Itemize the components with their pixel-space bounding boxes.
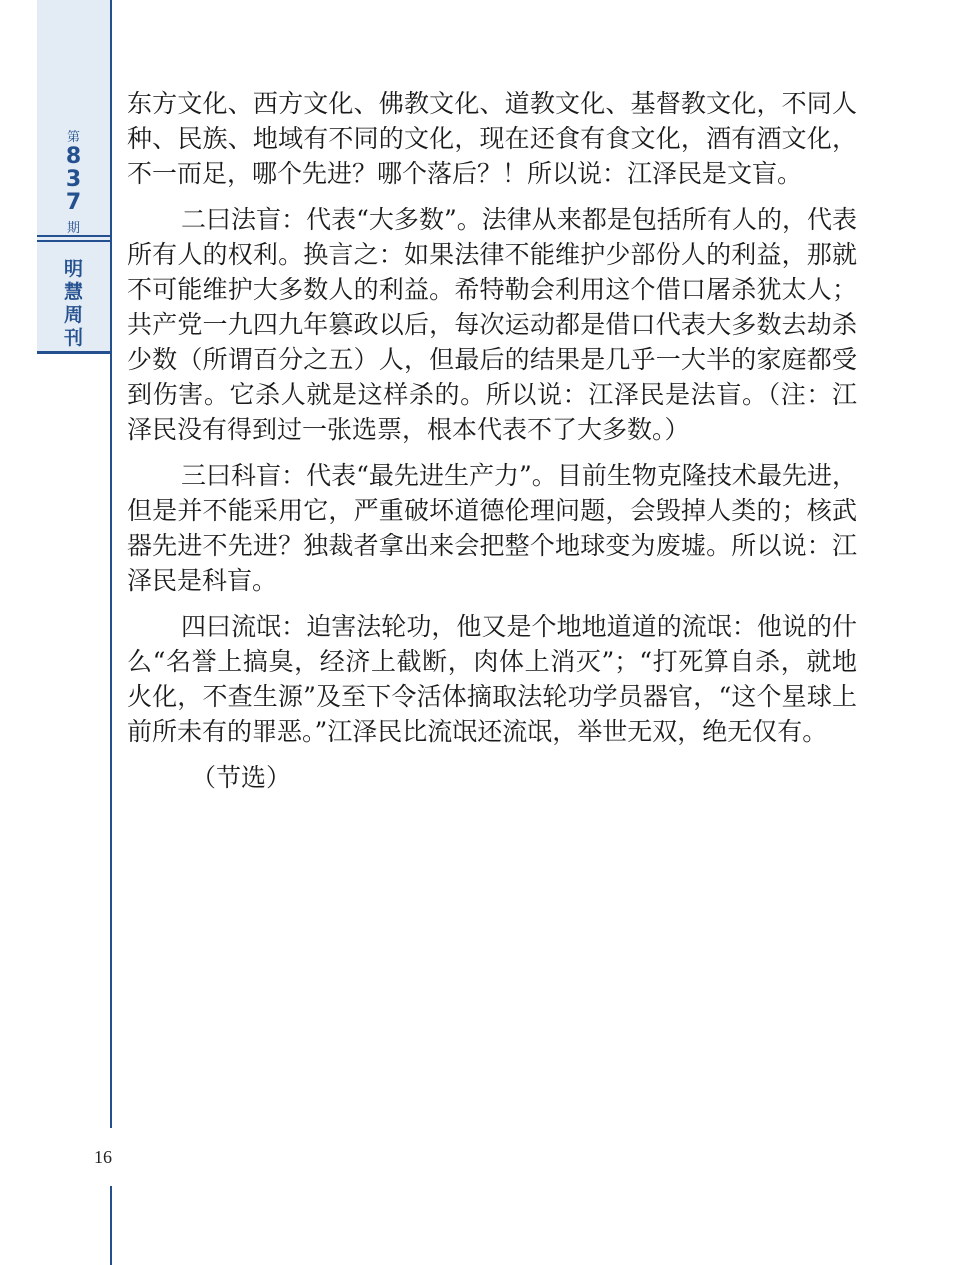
magazine-char: 明 [63,258,83,280]
article-paragraph: 东方文化、西方文化、佛教文化、道教文化、基督教文化，不同人种、民族、地域有不同的文化，现在还食有食文化，酒有酒文化，不一而足，哪个先进？哪个落后？！所以说：江泽民是文盲。 [127,89,857,188]
margin-rule-top [110,0,112,1128]
issue-digit: 7 [65,190,82,215]
article-body [127,86,857,806]
issue-digit: 8 [65,144,82,169]
magazine-char: 周 [63,304,83,326]
issue-prefix: 第 [66,130,80,145]
magazine-name [37,258,110,350]
article-paragraph: 三曰科盲：代表“最先进生产力”。目前生物克隆技术最先进，但是并不能采用它，严重破坏道德伦理问题，会毁掉人类的；核武器先进不先进？独裁者拿出来会把整个地球变为废墟。所以说：江泽民是科盲。 [127,461,857,595]
issue-digit: 3 [65,167,82,192]
article-paragraph: 四曰流氓：迫害法轮功，他又是个地地道道的流氓：他说的什么“名誉上搞臭，经济上截断，肉体上消灭”；“打死算自杀，就地火化，不查生源”及至下令活体摘取法轮功学员器官，“这个星球上前所未有的罪恶。”江泽民比流氓还流氓，举世无双，绝无仅有。 [127,612,857,746]
excerpt-note: （节选） [191,763,292,792]
magazine-char: 刊 [63,327,83,349]
sidebar-divider [37,235,110,242]
issue-number [37,145,110,214]
article-paragraph: 二曰法盲：代表“大多数”。法律从来都是包括所有人的，代表所有人的权利。换言之：如果法律不能维护少部份人的利益，那就不可能维护大多数人的利益。希特勒会利用这个借口屠杀犹太人；共产党一九四九年篡政以后，每次运动都是借口代表大多数去劫杀少数（所谓百分之五）人，但最后的结果是几乎一大半的家庭都受到伤害。它杀人就是这样杀的。所以说：江泽民是法盲。（注：江泽民没有得到过一张选票，根本代表不了大多数。） [127,205,857,444]
sidebar-bottom-rule [37,351,110,354]
magazine-char: 慧 [63,281,83,303]
margin-rule-bottom [110,1186,112,1265]
issue-suffix: 期 [66,221,80,236]
page-number: 16 [94,1147,112,1167]
